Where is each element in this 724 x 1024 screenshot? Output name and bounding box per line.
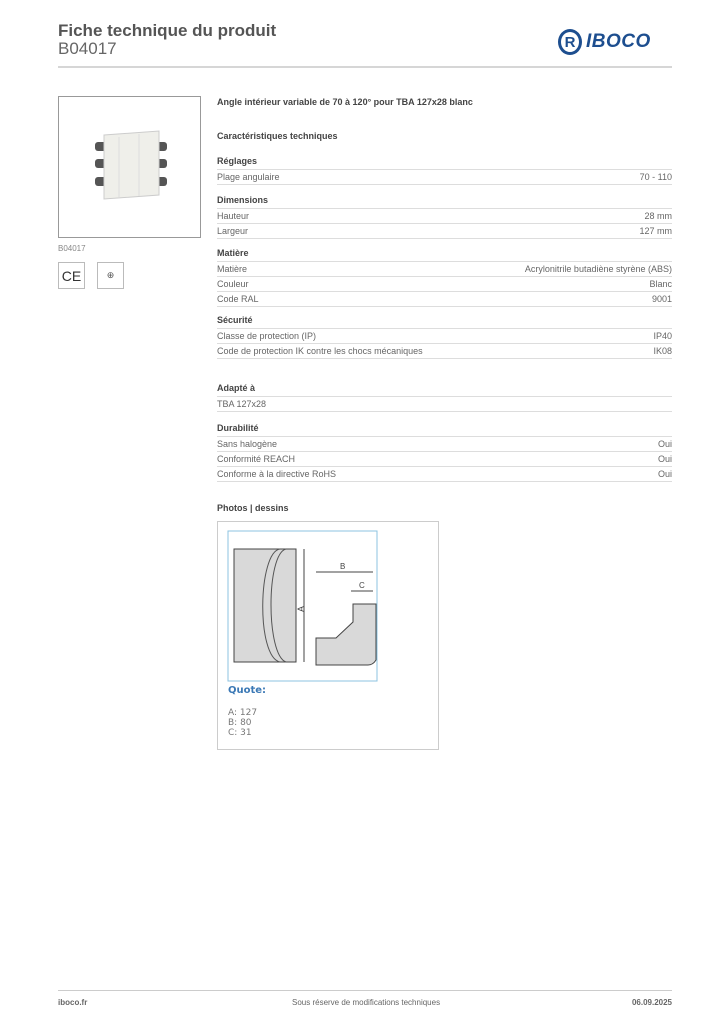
spec-section	[217, 383, 672, 412]
spec-value: IP40	[653, 331, 672, 341]
section-title: Adapté à	[217, 383, 256, 393]
product-image	[58, 96, 201, 238]
spec-value: Oui	[657, 439, 672, 449]
spec-label: Code de protection IK contre les chocs mécaniques	[217, 346, 423, 356]
spec-row	[217, 467, 672, 482]
spec-row	[217, 292, 672, 307]
spec-row	[217, 328, 672, 344]
spec-value: 70 - 110	[639, 172, 672, 182]
logo-mark-icon: R	[558, 29, 582, 55]
spec-section	[217, 315, 672, 359]
spec-section	[217, 156, 672, 185]
header-divider	[58, 66, 672, 68]
spec-label: Couleur	[217, 279, 249, 289]
spec-value: Acrylonitrile butadiène styrène (ABS)	[524, 264, 672, 274]
spec-label: Matière	[217, 264, 248, 274]
spec-row	[217, 224, 672, 239]
product-code: B04017	[58, 39, 117, 58]
footer-note: Sous réserve de modifications techniques	[292, 998, 441, 1007]
spec-value: Oui	[657, 454, 672, 464]
product-ref: B04017	[58, 244, 86, 253]
spec-row	[217, 436, 672, 452]
spec-row	[217, 452, 672, 467]
certification-icon: ⊕	[106, 270, 115, 280]
spec-row	[217, 169, 672, 185]
ce-mark: CE	[61, 267, 82, 284]
photos-title: Photos | dessins	[217, 503, 289, 513]
spec-row	[217, 261, 672, 277]
section-title: Sécurité	[217, 315, 253, 325]
section-title: Matière	[217, 248, 249, 258]
dimension-drawing	[217, 521, 439, 750]
spec-section	[217, 423, 672, 482]
spec-value: 127 mm	[639, 226, 672, 236]
dimension-b-label: B	[340, 562, 346, 571]
spec-row	[217, 277, 672, 292]
spec-section	[217, 195, 672, 239]
spec-label: Conforme à la directive RoHS	[217, 469, 337, 479]
spec-value: 28 mm	[644, 211, 672, 221]
spec-value: IK08	[653, 346, 672, 356]
spec-row	[217, 208, 672, 224]
quote-title: Quote:	[228, 685, 267, 696]
spec-section	[217, 248, 672, 307]
ce-badge	[58, 262, 85, 289]
footer-site[interactable]: iboco.fr	[58, 998, 88, 1007]
spec-label: Sans halogène	[217, 439, 278, 449]
footer-divider	[58, 990, 672, 991]
spec-label: Code RAL	[217, 294, 259, 304]
dimension-a-label: A	[296, 605, 306, 612]
section-title: Durabilité	[217, 423, 259, 433]
product-title: Angle intérieur variable de 70 à 120° pour TBA 127x28 blanc	[217, 97, 473, 107]
spec-row	[217, 344, 672, 359]
spec-value: Blanc	[649, 279, 672, 289]
quote-c: C: 31	[228, 728, 252, 738]
logo-text: IBOCO	[586, 31, 651, 52]
page-title: Fiche technique du produit	[58, 21, 277, 40]
characteristics-title: Caractéristiques techniques	[217, 131, 338, 141]
quote-b: B: 80	[228, 718, 252, 728]
dimension-c-label: C	[359, 581, 365, 590]
spec-label: Hauteur	[217, 211, 250, 221]
section-title: Réglages	[217, 156, 258, 166]
spec-label: TBA 127x28	[217, 399, 267, 409]
certification-badge	[97, 262, 124, 289]
section-title: Dimensions	[217, 195, 269, 205]
spec-value: Oui	[657, 469, 672, 479]
spec-label: Largeur	[217, 226, 249, 236]
quote-a: A: 127	[228, 708, 258, 718]
spec-label: Classe de protection (IP)	[217, 331, 317, 341]
footer-date: 06.09.2025	[631, 998, 672, 1007]
spec-label: Plage angulaire	[217, 172, 280, 182]
spec-value: 9001	[651, 294, 672, 304]
iboco-logo	[558, 29, 651, 55]
spec-row	[217, 396, 672, 412]
spec-label: Conformité REACH	[217, 454, 296, 464]
